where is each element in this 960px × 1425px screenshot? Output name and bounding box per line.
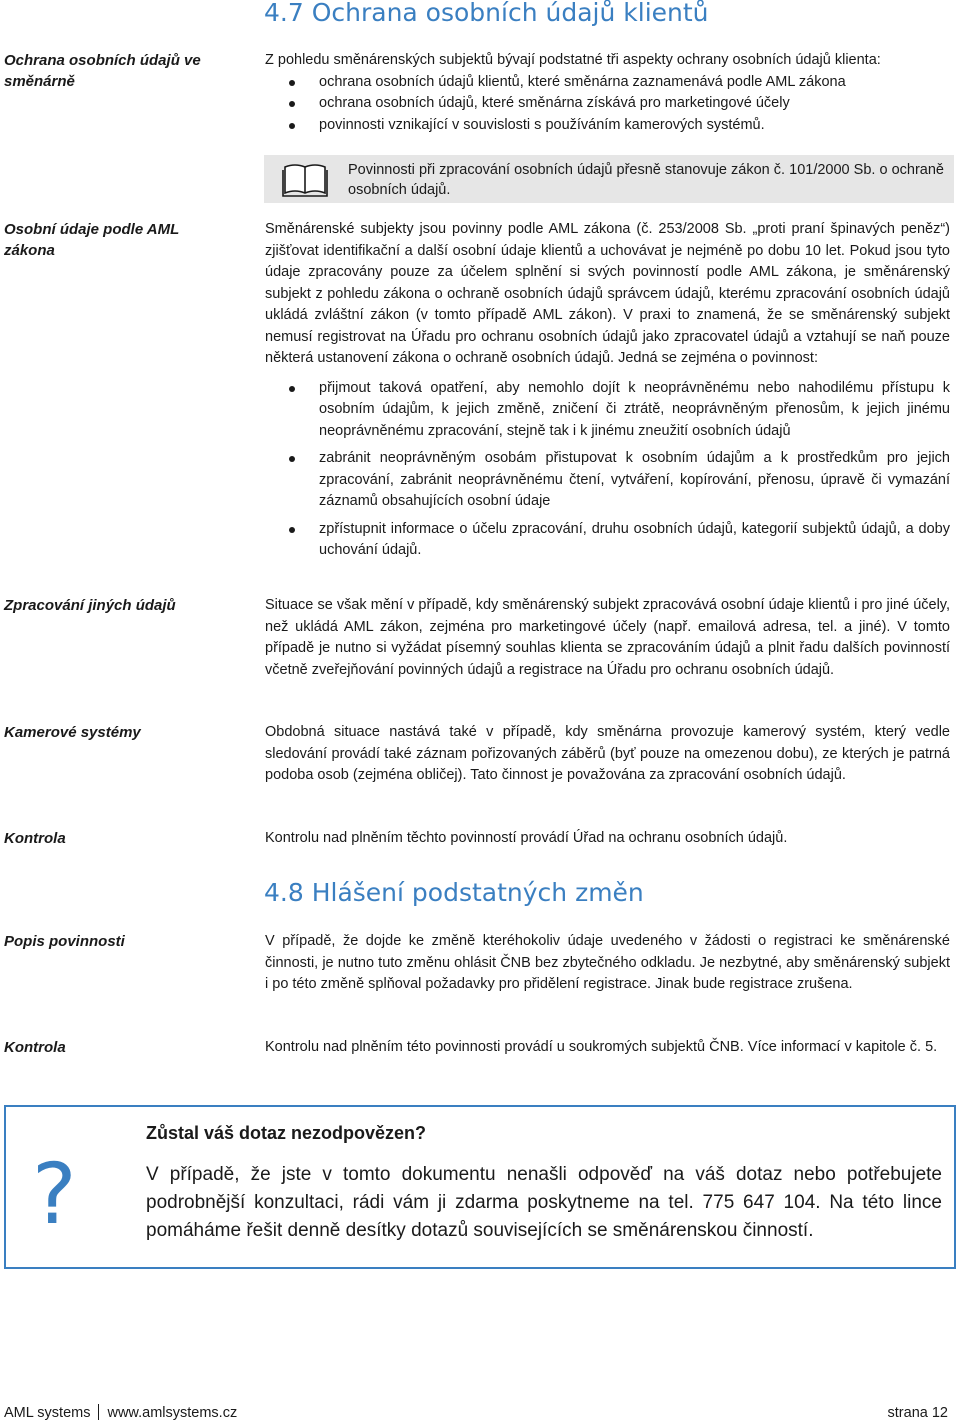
camera-text: Obdobná situace nastává také v případě, kdy směnárna provozuje kamerový systém, který vedle sledování provádí také záznam pořizovaných záběrů (byť pouze na omezenou dobu), ze kterých je patrná podoba osob (zejména obličej). Tato činnost je považována za zpracování osobních údajů. — [265, 724, 950, 783]
other-data-text: Situace se však mění v případě, kdy směnárenský subjekt zpracovává osobní údaje klientů i pro jiné účely, než ukládá AML zákon, zejména pro marketingové účely (např. emailová adresa, tel. a jiné). V tomto případě je nutno si vyžádat písemný souhlas klienta se zpracováním údajů a plnit řadu dalších povinností včetně zveřejňování povinných údajů a registrace na Úřadu pro ochranu osobních údajů. — [265, 597, 950, 678]
question-box — [4, 1105, 956, 1269]
side-title-control: Kontrola — [4, 830, 66, 847]
page-number: strana 12 — [887, 1405, 948, 1421]
side-title-duty-description: Popis povinnosti — [4, 933, 125, 950]
law-note — [264, 155, 954, 203]
note-text: Povinnosti při zpracování osobních údajů přesně stanovuje zákon č. 101/2000 Sb. o ochraně osobních údajů. — [348, 162, 944, 198]
list-item: zabránit neoprávněným osobám přistupovat k osobním údajům a k prostředkům pro jejich zpracování, zabránit neoprávněnému čtení, vytváření, kopírování, přenosu, úpravě či vymazání záznamů obsahujících osobní údaje — [265, 448, 950, 513]
aml-duties-list — [265, 378, 950, 562]
aml-block — [265, 219, 950, 562]
list-item: přijmout taková opatření, aby nemohlo dojít k neoprávněnému nebo nahodilému přístupu k osobním údajům, k jejich změně, zničení či ztrátě, neoprávněným přenosům, k jejich jinému neoprávněnému zpracování, stejně tak i k jinému zneužití osobních údajů — [265, 378, 950, 443]
question-box-text: V případě, že jste v tomto dokumentu nenašli odpověď na váš dotaz nebo potřebujete podrobnější konzultaci, rádi vám ji zdarma poskytneme na tel. 775 647 104. Na této lince pomáháme řešit denně desítky dotazů souvisejících se směnárenskou činností. — [146, 1164, 942, 1241]
question-mark-icon: ? — [32, 1145, 77, 1243]
list-item: zpřístupnit informace o účelu zpracování, druhu osobních údajů, kategorií subjektů údajů, a doby uchování údajů. — [265, 519, 950, 562]
list-item: ochrana osobních údajů, které směnárna získává pro marketingové účely — [265, 93, 950, 115]
open-book-icon — [282, 161, 328, 197]
list-item: povinnosti vznikající v souvislosti s používáním kamerových systémů. — [265, 115, 950, 137]
aspects-list — [265, 72, 950, 137]
side-title-other-data: Zpracování jiných údajů — [4, 597, 176, 614]
list-item: ochrana osobních údajů klientů, které směnárna zaznamenává podle AML zákona — [265, 72, 950, 94]
side-title-data-protection: Ochrana osobních údajů ve směnárně — [4, 52, 201, 90]
side-title-camera: Kamerové systémy — [4, 724, 141, 741]
control-text-2: Kontrolu nad plněním této povinnosti provádí u soukromých subjektů ČNB. Více informací v kapitole č. 5. — [265, 1039, 938, 1055]
intro-text: Z pohledu směnárenských subjektů bývají podstatné tři aspekty ochrany osobních údajů klienta: — [265, 52, 881, 68]
intro-block — [265, 50, 950, 136]
aml-text: Směnárenské subjekty jsou povinny podle AML zákona (č. 253/2008 Sb. „proti praní špinavých peněz“) zjišťovat identifikační a další osobní údaje klientů a uchovávat je nejméně po dobu 10 let. Pokud jsou tyto údaje zpracovány pouze za účelem splnění si svých povinností podle AML zákona, je směnárenský subjekt z pohledu zákona o ochraně osobních údajů správcem údajů, kterému zpracování osobních údajů ukládá zvláštní zákon (v tomto případě AML zákon). V praxi to znamená, že se směnárenský subjekt nemusí registrovat na Úřadu pro ochranu osobních údajů jako zpracovatel údajů a vztahují se naň pouze některá ustanovení zákona o ochraně osobních údajů. Jedná se zejména o povinnost: — [265, 221, 950, 366]
footer-company: AML systems — [4, 1405, 91, 1421]
question-box-title: Zůstal váš dotaz nezodpovězen? — [146, 1123, 427, 1143]
side-title-control-2: Kontrola — [4, 1039, 66, 1056]
footer-website[interactable]: www.amlsystems.cz — [107, 1405, 238, 1421]
control-text: Kontrolu nad plněním těchto povinností provádí Úřad na ochranu osobních údajů. — [265, 830, 788, 846]
page-footer — [4, 1404, 952, 1422]
duty-description-text: V případě, že dojde ke změně kteréhokoliv údaje uvedeného v žádosti o registraci ke směnárenské činnosti, je nutno tuto změnu ohlásit ČNB bez zbytečného odkladu. Je nezbytné, aby směnárenský subjekt i po této změně splňoval požadavky pro přidělení registrace. Jinak bude registrace zrušena. — [265, 933, 950, 992]
side-title-aml: Osobní údaje podle AML zákona — [4, 221, 180, 259]
footer-divider — [98, 1404, 99, 1420]
section-heading-4-7: 4.7 Ochrana osobních údajů klientů — [264, 0, 709, 27]
section-heading-4-8: 4.8 Hlášení podstatných změn — [264, 878, 644, 907]
